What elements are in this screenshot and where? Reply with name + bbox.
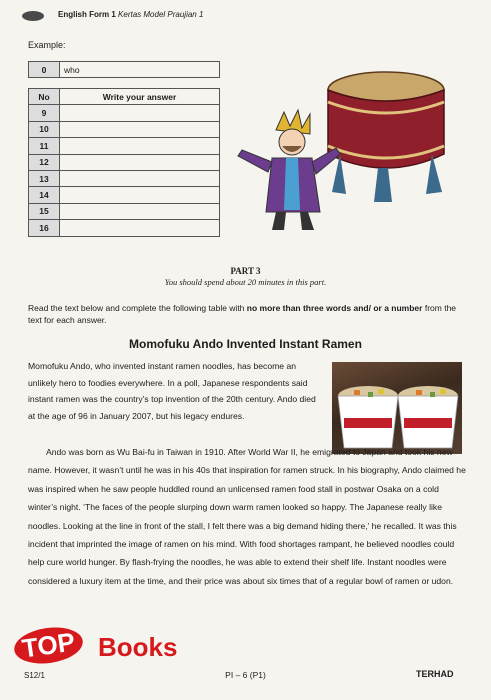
example-label: Example: bbox=[28, 40, 66, 50]
article-title: Momofuku Ando Invented Instant Ramen bbox=[129, 337, 362, 351]
answer-cell[interactable] bbox=[60, 154, 220, 170]
ramen-photo bbox=[332, 362, 462, 454]
bleed-through-text bbox=[238, 236, 468, 256]
instant-ramen-cups-icon bbox=[332, 362, 462, 454]
table-row bbox=[29, 187, 220, 203]
jester-icon bbox=[238, 110, 340, 230]
answer-cell[interactable] bbox=[60, 105, 220, 121]
table-row bbox=[29, 220, 220, 236]
paper-code: S12/1 bbox=[24, 671, 45, 680]
example-answer: who bbox=[60, 62, 220, 78]
table-row bbox=[29, 105, 220, 121]
drum-jester-illustration bbox=[228, 42, 468, 242]
book-subtitle: Kertas Model Praujian 1 bbox=[118, 10, 204, 19]
answer-cell[interactable] bbox=[60, 138, 220, 154]
table-header-row bbox=[29, 89, 220, 105]
row-number: 11 bbox=[29, 138, 60, 154]
table-row bbox=[29, 62, 220, 78]
article-paragraph-2: Ando was born as Wu Bai-fu in Taiwan in 1910. After World War II, he emigrated to Japan and took his new name. However, it wasn’t until he was in his 40s that inspiration for ramen struck. In his biography, Ando claimed he was inspired when he saw people huddled round an unlicensed ramen food stall in postwar Osaka on a cold winter’s night. ‘The faces of the people slurping down warm ramen looked so happy. The Japanese really like noodles. Looking at the line in front of the stall, I felt there was a big demand hiding there,’ he recalled. It was this incident that imprinted the image of ramen on his mind. With food shortages rampant, he believed noodles could help cure world hunger. By flash-frying the noodles, he was able to extend their shelf life. Instant noodles were considered a luxury item at the time, and their price was about six times that of a regular bowl of ramen or udon. bbox=[28, 447, 466, 586]
row-number: 12 bbox=[29, 154, 60, 170]
answer-table bbox=[28, 88, 220, 237]
drum-icon bbox=[328, 72, 444, 202]
instructions-text-end: from the text for each answer. bbox=[28, 303, 457, 325]
table-row bbox=[29, 138, 220, 154]
topbooks-logo-top: TOP bbox=[12, 623, 85, 667]
instructions bbox=[28, 302, 468, 326]
column-header-no: No bbox=[29, 89, 60, 105]
answer-cell[interactable] bbox=[60, 220, 220, 236]
answer-cell[interactable] bbox=[60, 203, 220, 219]
answer-cell[interactable] bbox=[60, 187, 220, 203]
row-number: 13 bbox=[29, 170, 60, 186]
row-number: 14 bbox=[29, 187, 60, 203]
book-title: English Form 1 bbox=[58, 10, 116, 19]
running-header bbox=[58, 10, 203, 19]
part-subtitle: You should spend about 20 minutes in this part. bbox=[164, 277, 327, 287]
table-row bbox=[29, 170, 220, 186]
page-number: PI – 6 (P1) bbox=[225, 670, 266, 680]
answer-cell[interactable] bbox=[60, 121, 220, 137]
example-number: 0 bbox=[29, 62, 60, 78]
example-table bbox=[28, 61, 220, 78]
table-row bbox=[29, 121, 220, 137]
article-paragraph-1: Momofuku Ando, who invented instant ramen noodles, has become an unlikely hero to foodies everywhere. In a poll, Japanese respondents said instant ramen was the country’s top invention of the 20th century. Ando died at the age of 96 in January 2007, but his legacy endures. bbox=[28, 361, 316, 421]
table-row bbox=[29, 154, 220, 170]
row-number: 15 bbox=[29, 203, 60, 219]
instructions-text-start: Read the text below and complete the following table with bbox=[28, 303, 247, 313]
topbooks-logo-books: Books bbox=[98, 632, 178, 662]
classification-label: TERHAD bbox=[416, 669, 454, 679]
table-row bbox=[29, 203, 220, 219]
answer-cell[interactable] bbox=[60, 170, 220, 186]
row-number: 10 bbox=[29, 121, 60, 137]
part-title: PART 3 bbox=[230, 266, 261, 276]
instructions-emphasis: no more than three words and/ or a number bbox=[246, 303, 423, 313]
column-header-answer: Write your answer bbox=[60, 89, 220, 105]
row-number: 16 bbox=[29, 220, 60, 236]
publisher-logo-icon bbox=[22, 11, 44, 21]
row-number: 9 bbox=[29, 105, 60, 121]
